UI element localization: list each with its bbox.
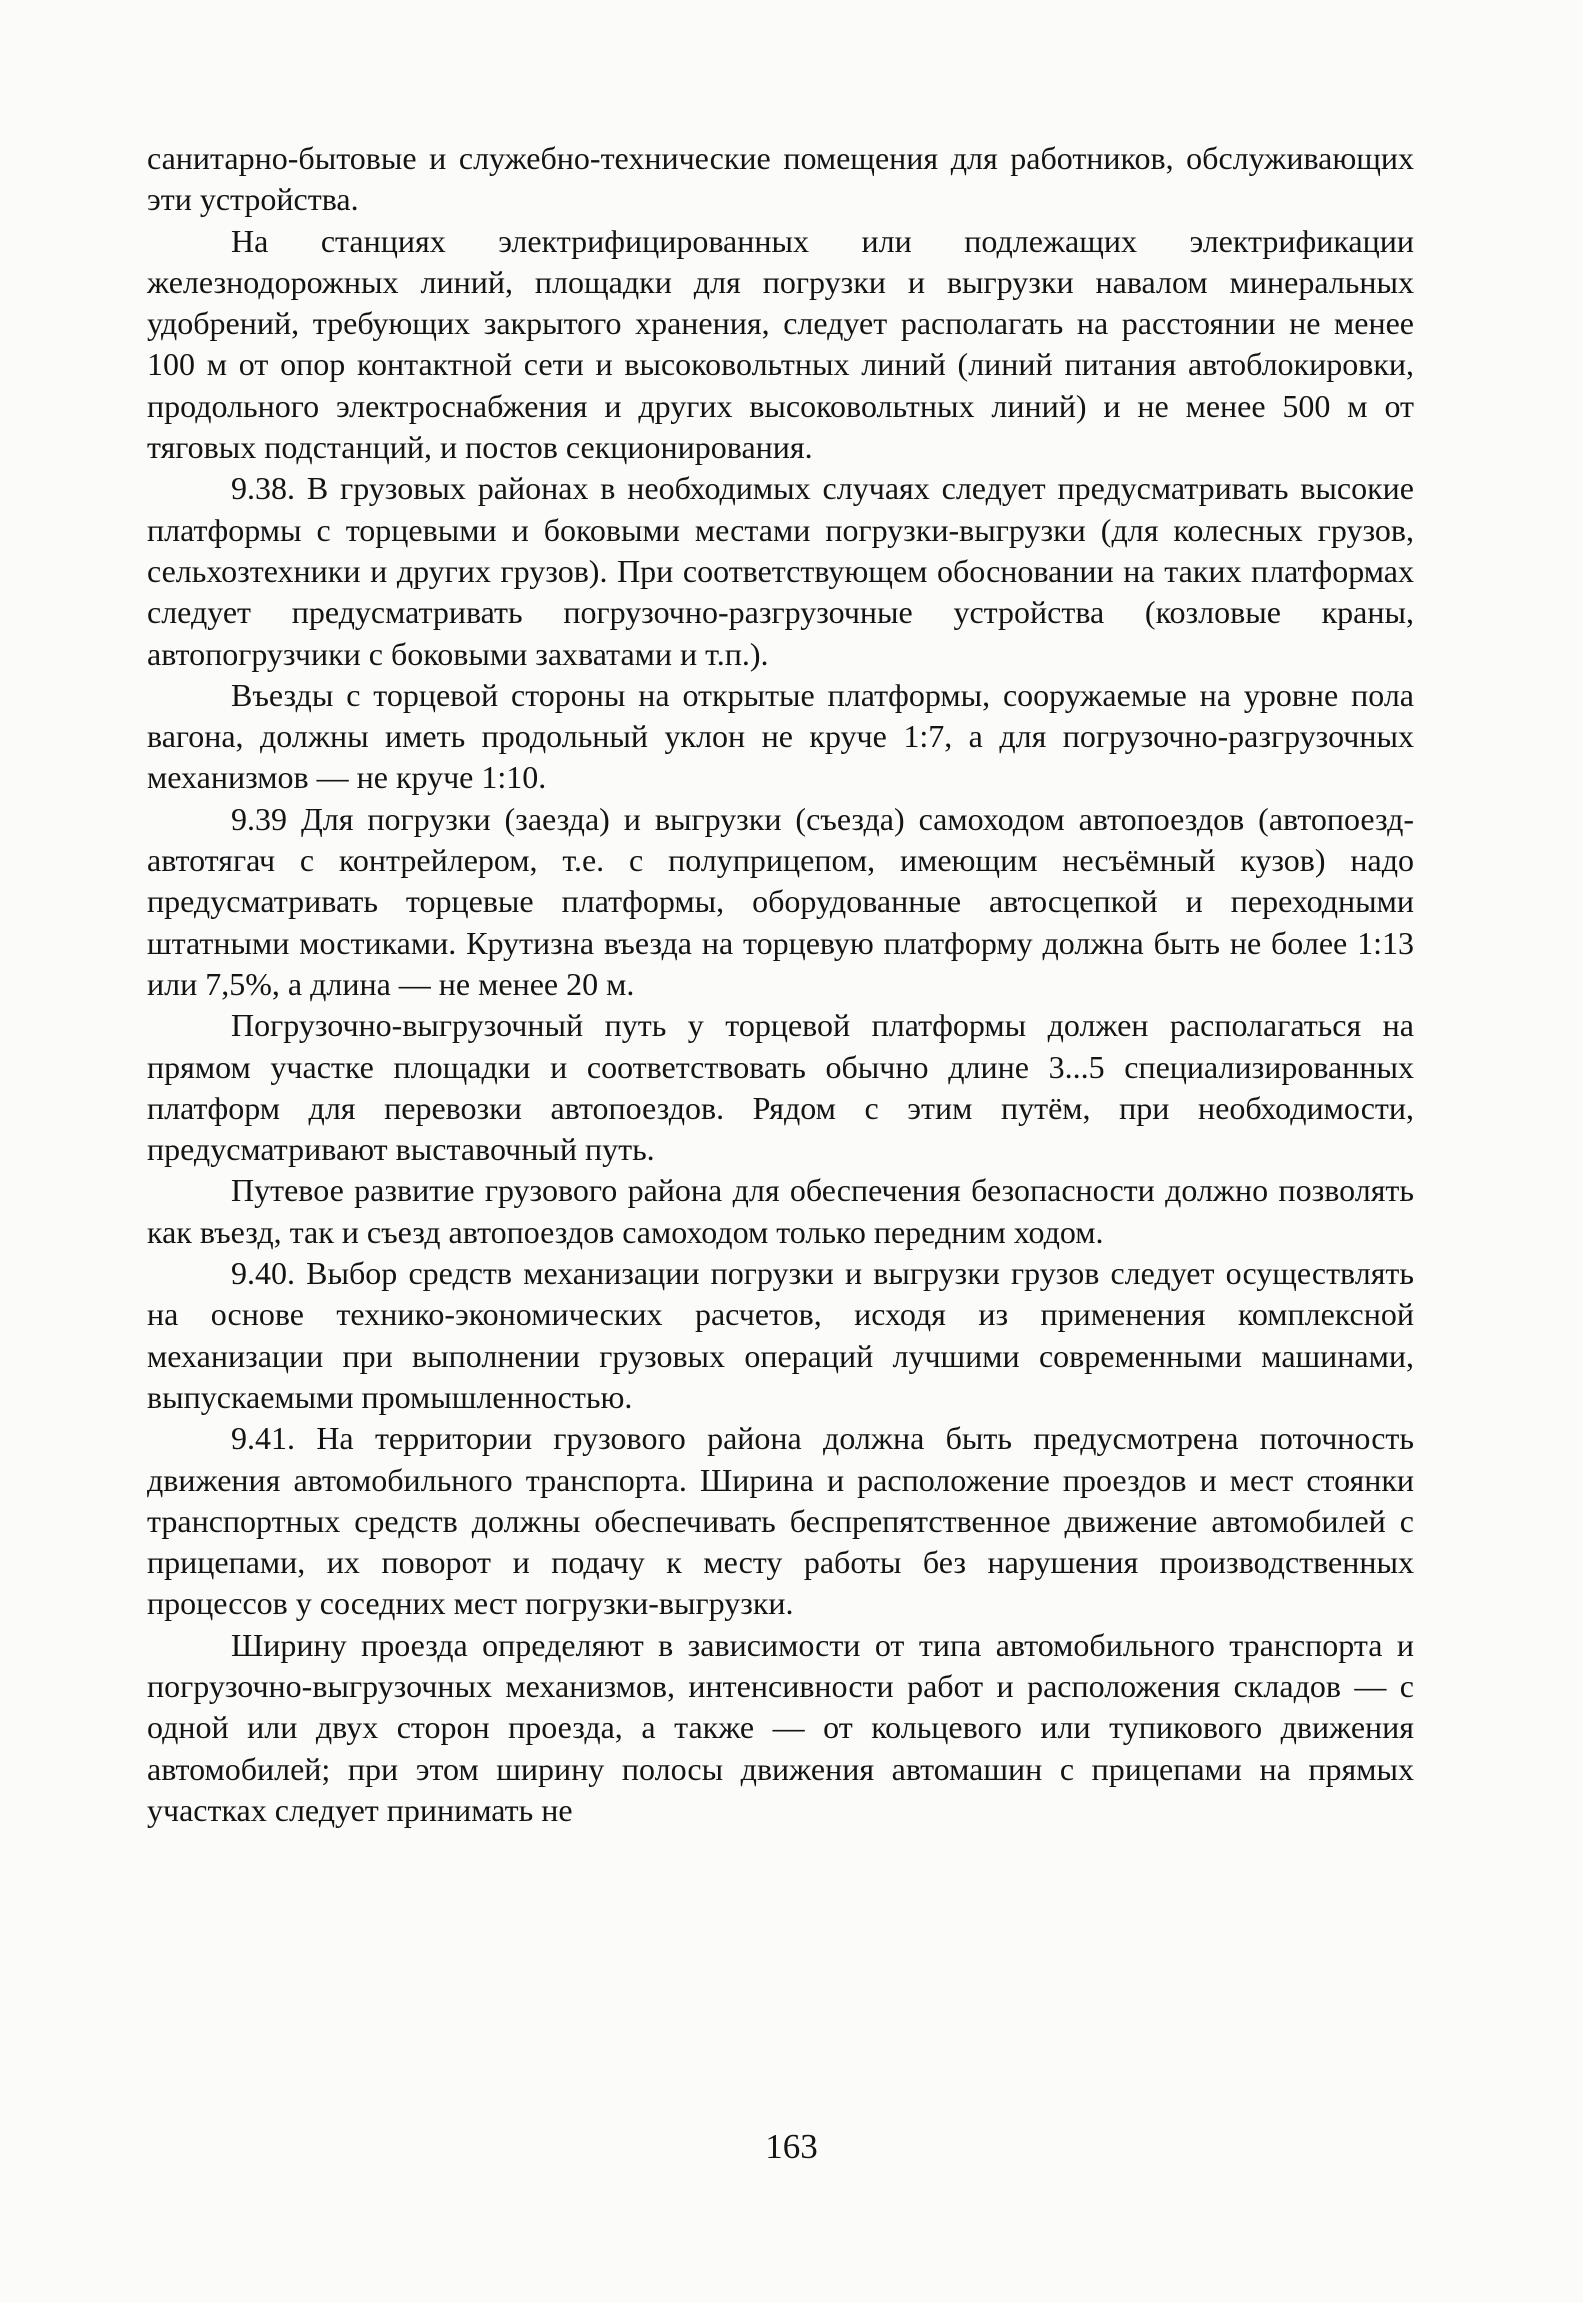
paragraph-9-41: 9.41. На территории грузового района должна быть предусмотрена поточность движения автомобильного транспорта. Ширина и расположение проездов и мест стоянки транспортных средств должны обеспечивать беспрепятственное движение автомобилей с прицепами, их поворот и подачу к месту работы без нарушения производственных процессов у соседних мест погрузки-выгрузки.: [147, 1420, 1414, 1622]
body-text: [147, 138, 1414, 1831]
paragraph-track-development: Путевое развитие грузового района для обеспечения безопасности должно позволять как въезд, так и съезд автопоездов самоходом только передним ходом.: [147, 1172, 1414, 1250]
paragraph-9-39: 9.39 Для погрузки (заезда) и выгрузки (съезда) самоходом автопоездов (автопоезд-автотягач с контрейлером, т.е. с полуприцепом, имеющим несъёмный кузов) надо предусматривать торцевые платформы, оборудованные автосцепкой и переходными штатными мостиками. Крутизна въезда на торцевую платформу должна быть не более 1:13 или 7,5%, а длина — не менее 20 м.: [147, 800, 1414, 1002]
paragraph-passage-width: Ширину проезда определяют в зависимости от типа автомобильного транспорта и погрузочно-выгрузочных механизмов, интенсивности работ и расположения складов — с одной или двух сторон проезда, а также — от кольцевого или тупикового движения автомобилей; при этом ширину полосы движения автомашин с прицепами на прямых участках следует принимать не: [147, 1626, 1414, 1828]
paragraph-loading-track: Погрузочно-выгрузочный путь у торцевой платформы должен располагаться на прямом участке площадки и соответствовать обычно длине 3...5 специализированных платформ для перевозки автопоездов. Рядом с этим путём, при необходимости, предусматривают выставочный путь.: [147, 1007, 1414, 1168]
paragraph-ramp-slope: Въезды с торцевой стороны на открытые платформы, сооружаемые на уровне пола вагона, должны иметь продольный уклон не круче 1:7, а для погрузочно-разгрузочных механизмов — не круче 1:10.: [147, 676, 1414, 796]
page-number: 163: [765, 2127, 818, 2166]
paragraph-9-40: 9.40. Выбор средств механизации погрузки и выгрузки грузов следует осуществлять на основе технико-экономических расчетов, исходя из применения комплексной механизации при выполнении грузовых операций лучшими современными машинами, выпускаемыми промышленностью.: [147, 1255, 1414, 1415]
paragraph-station-placement: На станциях электрифицированных или подлежащих электрификации железнодорожных линий, площадки для погрузки и выгрузки навалом минеральных удобрений, требующих закрытого хранения, следует располагать на расстоянии не менее 100 м от опор контактной сети и высоковольтных линий (линий питания автоблокировки, продольного электроснабжения и других высоковольтных линий) и не менее 500 м от тяговых подстанций, и постов секционирования.: [147, 222, 1414, 466]
paragraph-continuation: санитарно-бытовые и служебно-технические помещения для работников, обслуживающих эти устройства.: [147, 140, 1414, 218]
paragraph-9-38: 9.38. В грузовых районах в необходимых случаях следует предусматривать высокие платформы с торцевыми и боковыми местами погрузки-выгрузки (для колесных грузов, сельхозтехники и других грузов). При соответствующем обосновании на таких платформах следует предусматривать погрузочно-разгрузочные устройства (козловые краны, автопогрузчики с боковыми захватами и т.п.).: [147, 470, 1414, 672]
